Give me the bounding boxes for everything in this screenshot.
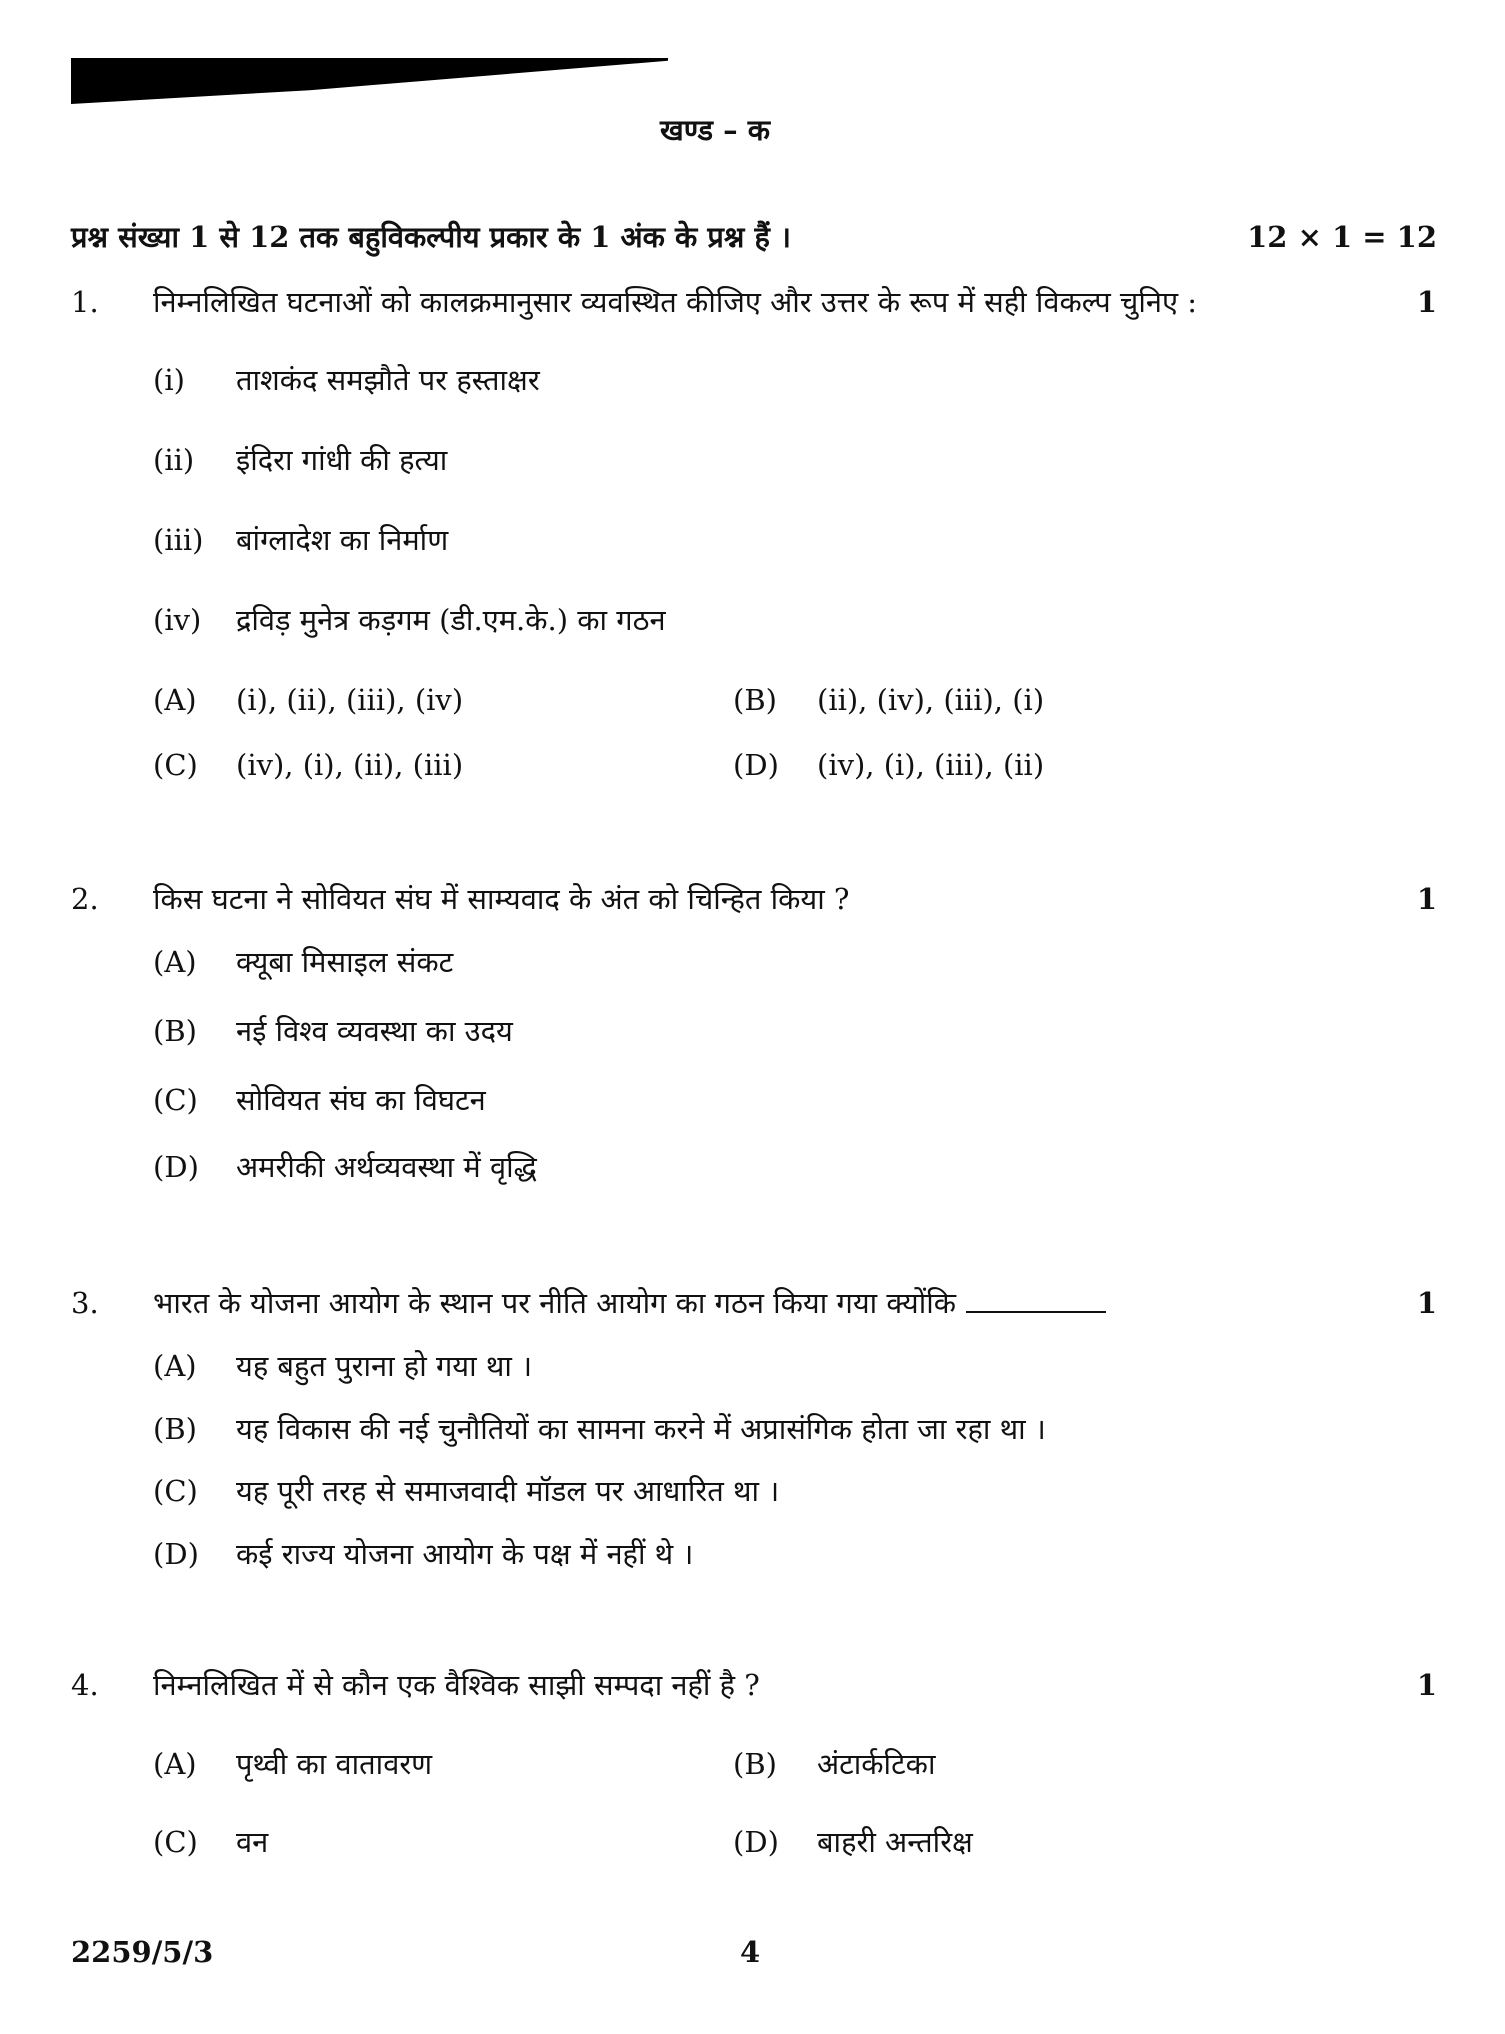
page-number: 4 [740,1935,761,1969]
section-title: खण्ड – क [660,113,770,147]
answer-blank [966,1287,1106,1313]
option-label: (D) [153,1537,199,1571]
option-text: (ii), (iv), (iii), (i) [817,683,1045,717]
instruction-marks: 12 × 1 = 12 [1247,220,1437,254]
question-text: भारत के योजना आयोग के स्थान पर नीति आयोग का गठन किया गया क्योंकि [153,1286,956,1320]
option-label: (D) [153,1150,199,1184]
question-number: 4. [71,1668,99,1702]
option-text: क्यूबा मिसाइल संकट [236,945,454,979]
question-text: निम्नलिखित में से कौन एक वैश्विक साझी सम्पदा नहीं है ? [153,1668,760,1702]
option-label: (C) [153,1474,198,1508]
question-line [153,1285,1106,1321]
header-black-band [71,58,668,104]
option-text: यह पूरी तरह से समाजवादी मॉडल पर आधारित था । [236,1474,780,1508]
option-label: (B) [733,1747,777,1781]
question-marks: 1 [1416,285,1437,319]
option-text: अमरीकी अर्थव्यवस्था में वृद्धि [236,1150,537,1184]
item-text: इंदिरा गांधी की हत्या [236,443,448,477]
item-label: (iv) [153,603,202,637]
option-text: (iv), (i), (iii), (ii) [817,748,1045,782]
question-number: 2. [71,882,99,916]
option-text: पृथ्वी का वातावरण [236,1747,433,1781]
paper-code: 2259/5/3 [71,1935,214,1969]
item-label: (iii) [153,523,204,557]
option-label: (A) [153,1349,197,1383]
option-label: (A) [153,683,197,717]
option-label: (C) [153,1825,198,1859]
item-label: (ii) [153,443,195,477]
option-text: वन [236,1825,269,1859]
option-text: बाहरी अन्तरिक्ष [817,1825,973,1859]
option-label: (C) [153,748,198,782]
item-text: बांग्लादेश का निर्माण [236,523,449,557]
question-marks: 1 [1416,1668,1437,1702]
instruction: प्रश्न संख्या 1 से 12 तक बहुविकल्पीय प्रकार के 1 अंक के प्रश्न हैं । [71,220,791,254]
item-label: (i) [153,363,185,397]
option-text: यह विकास की नई चुनौतियों का सामना करने में अप्रासंगिक होता जा रहा था । [236,1412,1046,1446]
option-label: (B) [733,683,777,717]
option-text: (i), (ii), (iii), (iv) [236,683,464,717]
option-label: (D) [733,1825,779,1859]
option-label: (C) [153,1083,198,1117]
option-label: (D) [733,748,779,782]
option-text: अंटार्कटिका [817,1747,936,1781]
option-text: सोवियत संघ का विघटन [236,1083,486,1117]
option-label: (A) [153,945,197,979]
question-number: 1. [71,285,99,319]
question-number: 3. [71,1286,99,1320]
question-marks: 1 [1416,1286,1437,1320]
item-text: द्रविड़ मुनेत्र कड़गम (डी.एम.के.) का गठन [236,603,666,637]
option-label: (B) [153,1412,197,1446]
question-text: निम्नलिखित घटनाओं को कालक्रमानुसार व्यवस्थित कीजिए और उत्तर के रूप में सही विकल्प चुनिए : [153,285,1197,319]
question-text: किस घटना ने सोवियत संघ में साम्यवाद के अंत को चिन्हित किया ? [153,882,850,916]
option-text: नई विश्व व्यवस्था का उदय [236,1014,513,1048]
option-text: (iv), (i), (ii), (iii) [236,748,464,782]
option-text: कई राज्य योजना आयोग के पक्ष में नहीं थे । [236,1537,694,1571]
question-marks: 1 [1416,882,1437,916]
option-label: (B) [153,1014,197,1048]
item-text: ताशकंद समझौते पर हस्ताक्षर [236,363,540,397]
option-text: यह बहुत पुराना हो गया था । [236,1349,533,1383]
option-label: (A) [153,1747,197,1781]
